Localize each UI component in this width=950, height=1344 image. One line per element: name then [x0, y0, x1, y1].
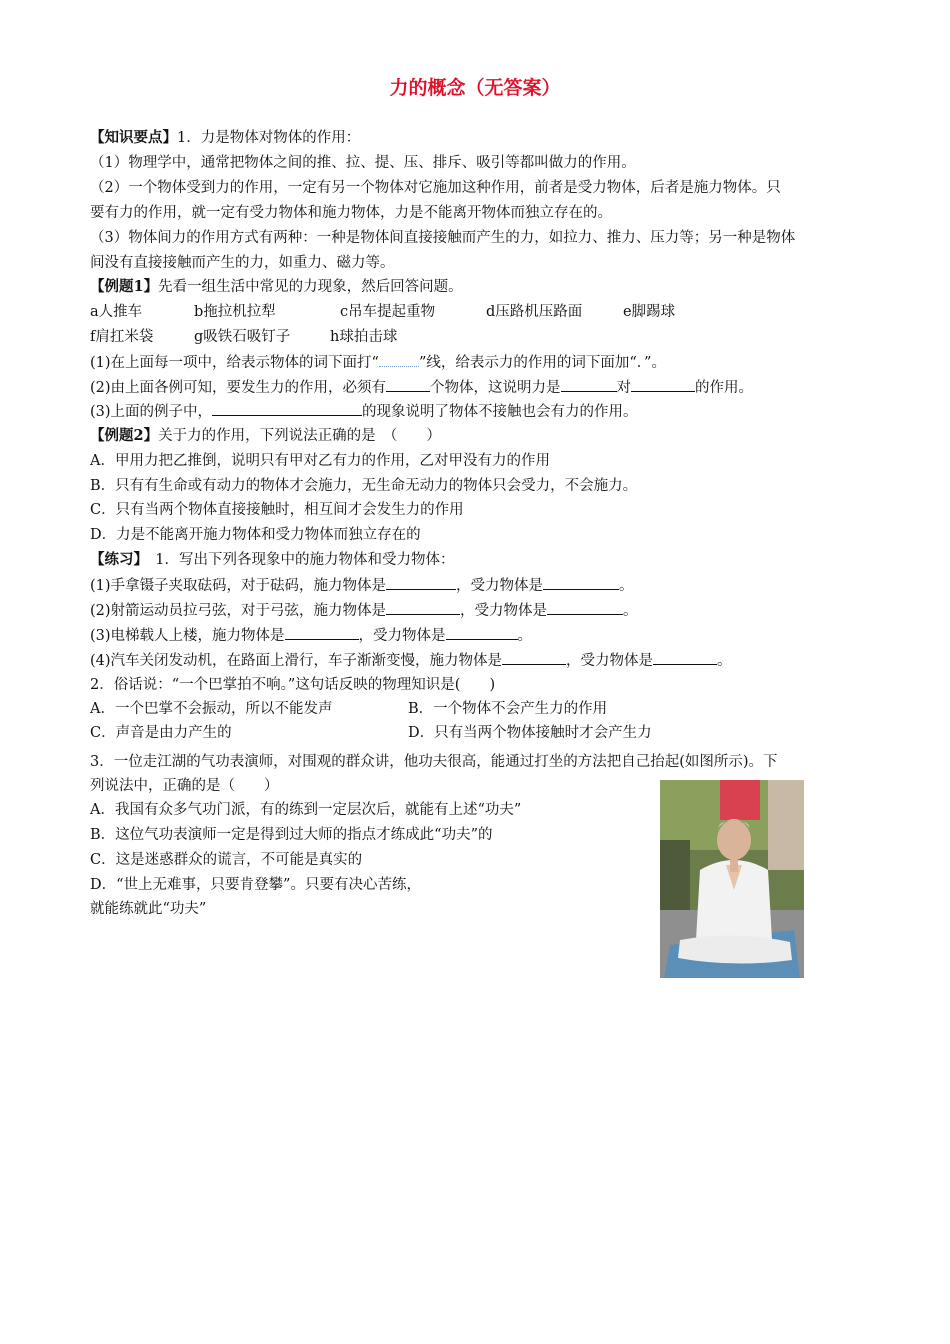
practice-s1-text-b: ，受力物体是 [456, 578, 544, 594]
practice-q2-option-b: B．一个物体不会产生力的作用 [408, 701, 608, 717]
practice-question-1 [90, 550, 454, 570]
example2-option-b: B．只有有生命或有动力的物体才会施力，无生命无动力的物体只会受力，不会施力。 [90, 478, 638, 494]
example1-item-b: b拖拉机拉犁 [194, 304, 276, 320]
example1-question-1 [90, 352, 666, 373]
example1-intro-line [90, 277, 463, 297]
example1-q2-text-d: 的作用。 [695, 380, 754, 396]
answer-blank[interactable] [561, 377, 617, 392]
page-title: 力的概念（无答案） [389, 77, 561, 99]
practice-q2-option-a: A．一个巴掌不会振动，所以不能发声 [90, 701, 333, 717]
practice-q2-option-c: C．声音是由力产生的 [90, 725, 232, 741]
practice-sub-1 [90, 575, 634, 596]
knowledge-point-2b: 要有力的作用，就一定有受力物体和施力物体，力是不能离开物体而独立存在的。 [90, 205, 612, 221]
practice-sub-2 [90, 600, 638, 621]
example1-q2-text-b: 个物体，这说明力是 [430, 380, 561, 396]
practice-s4-text: (4)汽车关闭发动机，在路面上滑行，车子渐渐变慢，施力物体是 [90, 653, 503, 669]
answer-blank[interactable] [386, 600, 460, 615]
example1-intro: 先看一组生活中常见的力现象，然后回答问题。 [158, 279, 463, 295]
example2-option-c: C．只有当两个物体直接接触时，相互间才会发生力的作用 [90, 502, 464, 518]
practice-s4-end: 。 [717, 653, 732, 669]
practice-s3-end: 。 [517, 628, 533, 644]
knowledge-point-3b: 间没有直接接触而产生的力，如重力、磁力等。 [90, 255, 395, 271]
example1-item-d: d压路机压路面 [486, 304, 583, 320]
answer-blank[interactable] [212, 401, 362, 416]
qigong-performer-photo [660, 780, 804, 978]
practice-sub-4 [90, 650, 732, 671]
answer-blank[interactable] [446, 625, 518, 640]
practice-q3-option-d1: D．“世上无难事，只要肯登攀”。只要有决心苦练， [90, 877, 421, 893]
practice-q3-option-d2: 就能练就此“功夫” [90, 901, 207, 917]
example1-item-e: e脚踢球 [623, 304, 676, 320]
example2-label: 【例题2】 [90, 427, 159, 444]
answer-blank[interactable] [547, 600, 623, 615]
example1-q3-text-b: 的现象说明了物体不接触也会有力的作用。 [362, 404, 638, 420]
example1-item-a: a人推车 [90, 304, 143, 320]
practice-label: 【练习】 [90, 551, 141, 568]
example1-item-h: h球拍击球 [330, 329, 398, 345]
wavy-underline-sample [379, 352, 419, 367]
example2-option-a: A．甲用力把乙推倒，说明只有甲对乙有力的作用，乙对甲没有力的作用 [90, 453, 550, 469]
knowledge-heading: 1．力是物体对物体的作用： [177, 130, 361, 146]
answer-blank[interactable] [386, 575, 456, 590]
practice-s3-text-b: ，受力物体是 [358, 628, 446, 644]
knowledge-point-2a: （2）一个物体受到力的作用，一定有另一个物体对它施加这种作用，前者是受力物体，后者是施力物体。只 [90, 180, 781, 196]
practice-s1-end: 。 [619, 578, 634, 594]
example1-item-c: c吊车提起重物 [340, 304, 436, 320]
example2-question: 关于力的作用，下列说法正确的是 （ ） [158, 428, 441, 444]
example1-q1-text-end: ”线，给表示力的作用的词下面加“．”。 [418, 355, 666, 371]
practice-q2-option-d: D．只有当两个物体接触时才会产生力 [408, 725, 652, 741]
example1-q2-text: (2)由上面各例可知，要发生力的作用，必须有 [90, 380, 387, 396]
practice-q3-option-c: C．这是迷惑群众的谎言，不可能是真实的 [90, 852, 363, 868]
answer-blank[interactable] [631, 377, 695, 392]
answer-blank[interactable] [502, 650, 566, 665]
example1-label: 【例题1】 [90, 278, 159, 295]
practice-s4-text-b: ，受力物体是 [566, 653, 654, 669]
practice-question-3b: 列说法中，正确的是（ ） [90, 778, 279, 794]
knowledge-label: 【知识要点】 [90, 129, 177, 146]
practice-q3-option-a: A．我国有众多气功门派，有的练到一定层次后，就能有上述“功夫” [90, 802, 522, 818]
example1-item-f: f肩扛米袋 [90, 329, 154, 345]
knowledge-point-3a: （3）物体间力的作用方式有两种：一种是物体间直接接触而产生的力，如拉力、推力、压力等；另一种是物体 [90, 230, 796, 246]
example2-option-d: D．力是不能离开施力物体和受力物体而独立存在的 [90, 527, 421, 543]
practice-sub-3 [90, 625, 532, 646]
example2-question-line [90, 426, 441, 446]
practice-question-2: 2．俗话说：“一个巴掌拍不响。”这句话反映的物理知识是( ) [90, 677, 496, 693]
practice-s1-text: (1)手拿镊子夹取砝码，对于砝码，施力物体是 [90, 578, 387, 594]
example1-item-g: g吸铁石吸钉子 [194, 329, 291, 345]
answer-blank[interactable] [653, 650, 717, 665]
example1-q2-text-c: 对 [616, 380, 632, 396]
answer-blank[interactable] [543, 575, 619, 590]
practice-question-3a: 3．一位走江湖的气功表演师，对围观的群众讲，他功夫很高，能通过打坐的方法把自己抬起(如图所示)。下 [90, 754, 778, 770]
knowledge-point-1: （1）物理学中，通常把物体之间的推、拉、提、压、排斥、吸引等都叫做力的作用。 [90, 155, 636, 171]
answer-blank[interactable] [386, 377, 430, 392]
practice-q3-option-b: B．这位气功表演师一定是得到过大师的指点才练成此“功夫”的 [90, 827, 493, 843]
practice-s2-text-b: ，受力物体是 [460, 603, 548, 619]
practice-s3-text: (3)电梯载人上楼，施力物体是 [90, 628, 285, 644]
example1-q3-text: (3)上面的例子中， [90, 404, 213, 420]
practice-s2-text: (2)射箭运动员拉弓弦，对于弓弦，施力物体是 [90, 603, 387, 619]
knowledge-heading-line [90, 128, 360, 148]
practice-q1: 1．写出下列各现象中的施力物体和受力物体： [155, 552, 455, 568]
answer-blank[interactable] [285, 625, 359, 640]
example1-question-3 [90, 401, 638, 422]
practice-s2-end: 。 [623, 603, 638, 619]
example1-question-2 [90, 377, 753, 398]
example1-q1-text: (1)在上面每一项中，给表示物体的词下面打“ [90, 355, 379, 371]
